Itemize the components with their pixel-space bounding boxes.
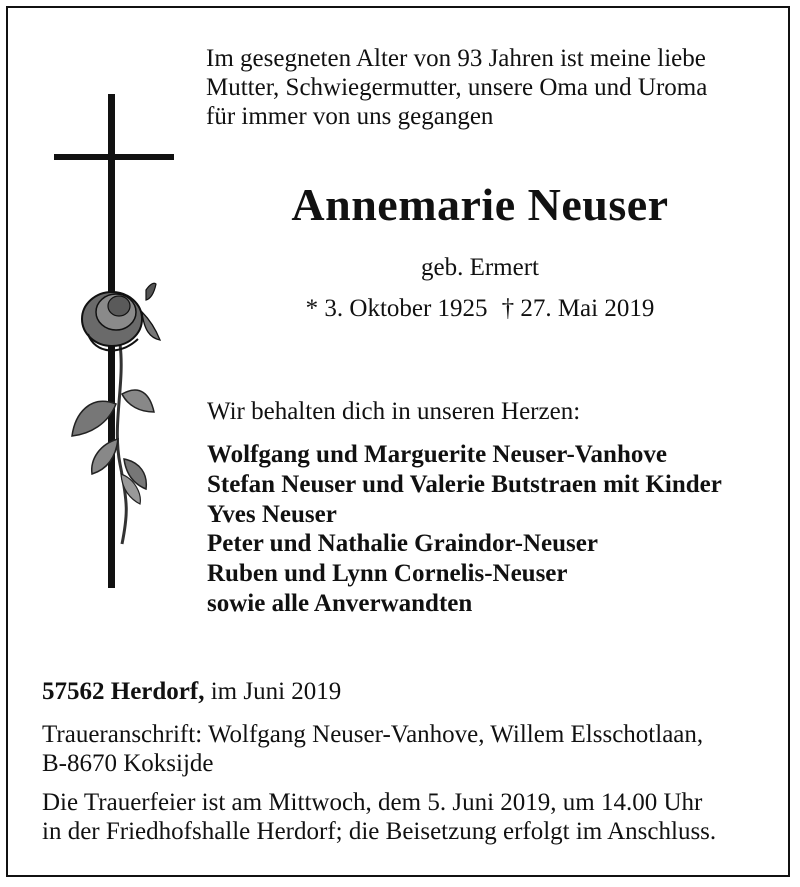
birth-name: geb. Ermert <box>420 254 539 281</box>
mourner-entry: Peter und Nathalie Graindor-Neuser <box>207 530 598 558</box>
life-dates <box>180 295 780 323</box>
deceased-name: Annemarie Neuser <box>291 179 669 230</box>
address-line: B-8670 Koksijde <box>42 750 214 777</box>
rose-bloom <box>82 283 160 350</box>
intro-text <box>206 44 776 131</box>
place-name: 57562 Herdorf, <box>42 678 205 705</box>
mourner-list <box>207 440 722 619</box>
cross-with-rose-icon <box>50 94 180 594</box>
cross-horizontal-beam <box>54 154 174 160</box>
intro-line: für immer von uns gegangen <box>206 103 494 130</box>
mourning-address <box>42 720 703 778</box>
ceremony-line: in der Friedhofshalle Herdorf; die Beisetzung erfolgt im Anschluss. <box>42 818 717 845</box>
ceremony-line: Die Trauerfeier ist am Mittwoch, dem 5. Juni 2019, um 14.00 Uhr <box>42 789 703 816</box>
birth-date: * 3. Oktober 1925 <box>305 295 488 322</box>
mourner-entry: Wolfgang und Marguerite Neuser-Vanhove <box>207 441 667 468</box>
rose-leaf <box>122 390 154 412</box>
farewell-text: Wir behalten dich in unseren Herzen: <box>207 398 581 425</box>
intro-line: Im gesegneten Alter von 93 Jahren ist meine liebe <box>206 45 706 72</box>
address-line: Traueranschrift: Wolfgang Neuser-Vanhove, Willem Elsschotlaan, <box>42 721 704 748</box>
mourner-entry: Ruben und Lynn Cornelis-Neuser <box>207 560 568 588</box>
place-and-date <box>42 678 341 706</box>
place-date: im Juni 2019 <box>204 678 342 705</box>
mourner-entry: sowie alle Anverwandten <box>207 589 473 617</box>
intro-line: Mutter, Schwiegermutter, unsere Oma und Uroma <box>206 74 708 101</box>
rose-stem <box>117 344 126 544</box>
ceremony-info <box>42 788 716 846</box>
mourner-entry: Yves Neuser <box>207 500 337 528</box>
death-date: † 27. Mai 2019 <box>501 295 655 322</box>
mourner-entry: Stefan Neuser und Valerie Butstraen mit Kinder <box>207 470 722 498</box>
